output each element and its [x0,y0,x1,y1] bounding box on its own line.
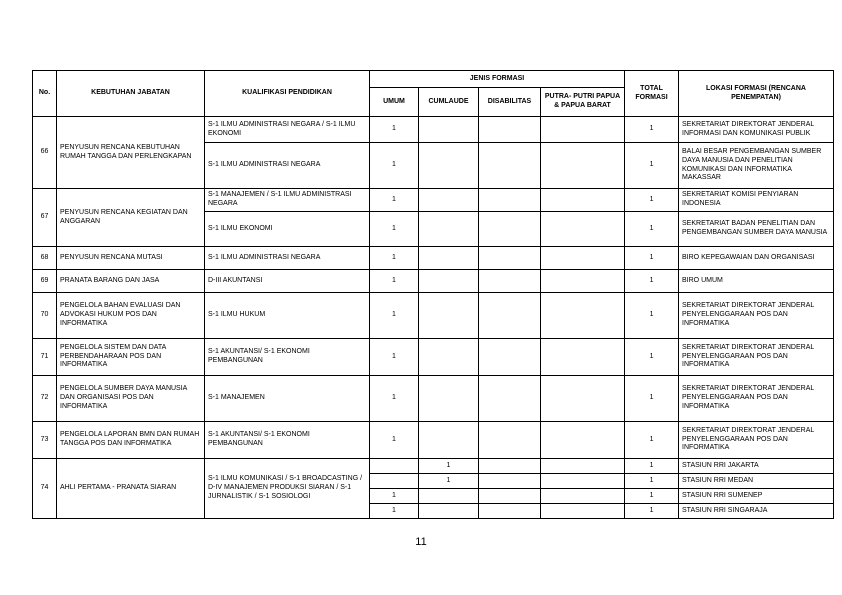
table-row [33,459,834,474]
umum-cell: 1 [370,339,419,376]
kualifikasi-cell: S-1 ILMU EKONOMI [205,212,370,247]
kualifikasi-cell: S-1 MANAJEMEN [205,376,370,422]
total-formasi-cell: 1 [625,212,679,247]
table-row [33,189,834,212]
disabilitas-cell [479,189,541,212]
total-formasi-cell: 1 [625,474,679,489]
page-number: 11 [415,536,427,548]
table-row [33,270,834,293]
kualifikasi-cell: S-1 ILMU ADMINISTRASI NEGARA / S-1 ILMU EKONOMI [205,117,370,143]
cumlaude-cell [419,376,479,422]
cumlaude-cell: 1 [419,459,479,474]
kebutuhan-jabatan-cell: PENGELOLA BAHAN EVALUASI DAN ADVOKASI HUKUM POS DAN INFORMATIKA [57,293,205,339]
umum-cell: 1 [370,293,419,339]
total-formasi-cell: 1 [625,376,679,422]
header-cumlaude: CUMLAUDE [419,88,479,117]
cumlaude-cell [419,117,479,143]
cumlaude-cell [419,339,479,376]
kualifikasi-cell: S-1 ILMU KOMUNIKASI / S-1 BROADCASTING / D-IV MANAJEMEN PRODUKSI SIARAN / S-1 JURNALISTIK / S-1 SOSIOLOGI [205,459,370,519]
total-formasi-cell: 1 [625,339,679,376]
papua-cell [541,474,625,489]
kualifikasi-cell: S-1 AKUNTANSI/ S-1 EKONOMI PEMBANGUNAN [205,339,370,376]
cumlaude-cell [419,504,479,519]
cumlaude-cell [419,422,479,459]
total-formasi-cell: 1 [625,422,679,459]
cumlaude-cell [419,143,479,189]
cumlaude-cell [419,212,479,247]
row-number: 73 [33,422,57,459]
cumlaude-cell [419,247,479,270]
disabilitas-cell [479,270,541,293]
kualifikasi-cell: S-1 MANAJEMEN / S-1 ILMU ADMINISTRASI NEGARA [205,189,370,212]
papua-cell [541,504,625,519]
table-row [33,247,834,270]
papua-cell [541,376,625,422]
kualifikasi-cell: S-1 ILMU HUKUM [205,293,370,339]
papua-cell [541,459,625,474]
papua-cell [541,212,625,247]
papua-cell [541,293,625,339]
cumlaude-cell [419,270,479,293]
disabilitas-cell [479,489,541,504]
cumlaude-cell [419,189,479,212]
umum-cell: 1 [370,212,419,247]
row-number: 68 [33,247,57,270]
papua-cell [541,247,625,270]
table-row [33,117,834,143]
lokasi-formasi-cell: BIRO UMUM [679,270,834,293]
lokasi-formasi-cell: STASIUN RRI JAKARTA [679,459,834,474]
kualifikasi-cell: D-III AKUNTANSI [205,270,370,293]
lokasi-formasi-cell: SEKRETARIAT DIREKTORAT JENDERAL PENYELENGGARAAN POS DAN INFORMATIKA [679,376,834,422]
kebutuhan-jabatan-cell: PENGELOLA SUMBER DAYA MANUSIA DAN ORGANISASI POS DAN INFORMATIKA [57,376,205,422]
disabilitas-cell [479,459,541,474]
disabilitas-cell [479,143,541,189]
papua-cell [541,189,625,212]
disabilitas-cell [479,376,541,422]
umum-cell: 1 [370,376,419,422]
disabilitas-cell [479,422,541,459]
umum-cell: 1 [370,270,419,293]
formasi-table [32,70,834,519]
kualifikasi-cell: S-1 AKUNTANSI/ S-1 EKONOMI PEMBANGUNAN [205,422,370,459]
lokasi-formasi-cell: STASIUN RRI MEDAN [679,474,834,489]
lokasi-formasi-cell: BALAI BESAR PENGEMBANGAN SUMBER DAYA MANUSIA DAN PENELITIAN KOMUNIKASI DAN INFORMATIKA MAKASSAR [679,143,834,189]
lokasi-formasi-cell: SEKRETARIAT DIREKTORAT JENDERAL PENYELENGGARAAN POS DAN INFORMATIKA [679,422,834,459]
table-row [33,422,834,459]
disabilitas-cell [479,293,541,339]
header-total-formasi: TOTAL FORMASI [625,71,679,117]
table-row [33,293,834,339]
kualifikasi-cell: S-1 ILMU ADMINISTRASI NEGARA [205,143,370,189]
kebutuhan-jabatan-cell: PENYUSUN RENCANA KEBUTUHAN RUMAH TANGGA DAN PERLENGKAPAN [57,117,205,189]
disabilitas-cell [479,339,541,376]
papua-cell [541,117,625,143]
lokasi-formasi-cell: SEKRETARIAT DIREKTORAT JENDERAL INFORMASI DAN KOMUNIKASI PUBLIK [679,117,834,143]
table-row [33,339,834,376]
kebutuhan-jabatan-cell: PENGELOLA SISTEM DAN DATA PERBENDAHARAAN POS DAN INFORMATIKA [57,339,205,376]
kebutuhan-jabatan-cell: PENGELOLA LAPORAN BMN DAN RUMAH TANGGA POS DAN INFORMATIKA [57,422,205,459]
total-formasi-cell: 1 [625,293,679,339]
papua-cell [541,270,625,293]
row-number: 71 [33,339,57,376]
kebutuhan-jabatan-cell: PENYUSUN RENCANA KEGIATAN DAN ANGGARAN [57,189,205,247]
kebutuhan-jabatan-cell: PRANATA BARANG DAN JASA [57,270,205,293]
header-kebutuhan-jabatan: KEBUTUHAN JABATAN [57,71,205,117]
papua-cell [541,422,625,459]
total-formasi-cell: 1 [625,459,679,474]
total-formasi-cell: 1 [625,504,679,519]
total-formasi-cell: 1 [625,270,679,293]
total-formasi-cell: 1 [625,489,679,504]
total-formasi-cell: 1 [625,189,679,212]
row-number: 66 [33,117,57,189]
umum-cell: 1 [370,143,419,189]
cumlaude-cell [419,489,479,504]
table-row [33,376,834,422]
kebutuhan-jabatan-cell: AHLI PERTAMA - PRANATA SIARAN [57,459,205,519]
row-number: 69 [33,270,57,293]
umum-cell: 1 [370,504,419,519]
header-lokasi-formasi: LOKASI FORMASI (RENCANA PENEMPATAN) [679,71,834,117]
row-number: 72 [33,376,57,422]
umum-cell [370,459,419,474]
kualifikasi-cell: S-1 ILMU ADMINISTRASI NEGARA [205,247,370,270]
papua-cell [541,143,625,189]
umum-cell: 1 [370,247,419,270]
row-number: 70 [33,293,57,339]
umum-cell [370,474,419,489]
lokasi-formasi-cell: SEKRETARIAT BADAN PENELITIAN DAN PENGEMBANGAN SUMBER DAYA MANUSIA [679,212,834,247]
disabilitas-cell [479,474,541,489]
header-umum: UMUM [370,88,419,117]
cumlaude-cell: 1 [419,474,479,489]
lokasi-formasi-cell: SEKRETARIAT KOMISI PENYIARAN INDONESIA [679,189,834,212]
total-formasi-cell: 1 [625,247,679,270]
lokasi-formasi-cell: STASIUN RRI SUMENEP [679,489,834,504]
lokasi-formasi-cell: STASIUN RRI SINGARAJA [679,504,834,519]
total-formasi-cell: 1 [625,143,679,189]
header-putra-putri-papua: PUTRA- PUTRI PAPUA & PAPUA BARAT [541,88,625,117]
disabilitas-cell [479,117,541,143]
cumlaude-cell [419,293,479,339]
disabilitas-cell [479,212,541,247]
umum-cell: 1 [370,489,419,504]
papua-cell [541,339,625,376]
header-kualifikasi-pendidikan: KUALIFIKASI PENDIDIKAN [205,71,370,117]
total-formasi-cell: 1 [625,117,679,143]
papua-cell [541,489,625,504]
umum-cell: 1 [370,117,419,143]
lokasi-formasi-cell: BIRO KEPEGAWAIAN DAN ORGANISASI [679,247,834,270]
header-jenis-formasi: JENIS FORMASI [370,71,625,88]
lokasi-formasi-cell: SEKRETARIAT DIREKTORAT JENDERAL PENYELENGGARAAN POS DAN INFORMATIKA [679,339,834,376]
row-number: 67 [33,189,57,247]
disabilitas-cell [479,504,541,519]
row-number: 74 [33,459,57,519]
kebutuhan-jabatan-cell: PENYUSUN RENCANA MUTASI [57,247,205,270]
umum-cell: 1 [370,189,419,212]
umum-cell: 1 [370,422,419,459]
header-no: No. [33,71,57,117]
lokasi-formasi-cell: SEKRETARIAT DIREKTORAT JENDERAL PENYELENGGARAAN POS DAN INFORMATIKA [679,293,834,339]
header-disabilitas: DISABILITAS [479,88,541,117]
disabilitas-cell [479,247,541,270]
